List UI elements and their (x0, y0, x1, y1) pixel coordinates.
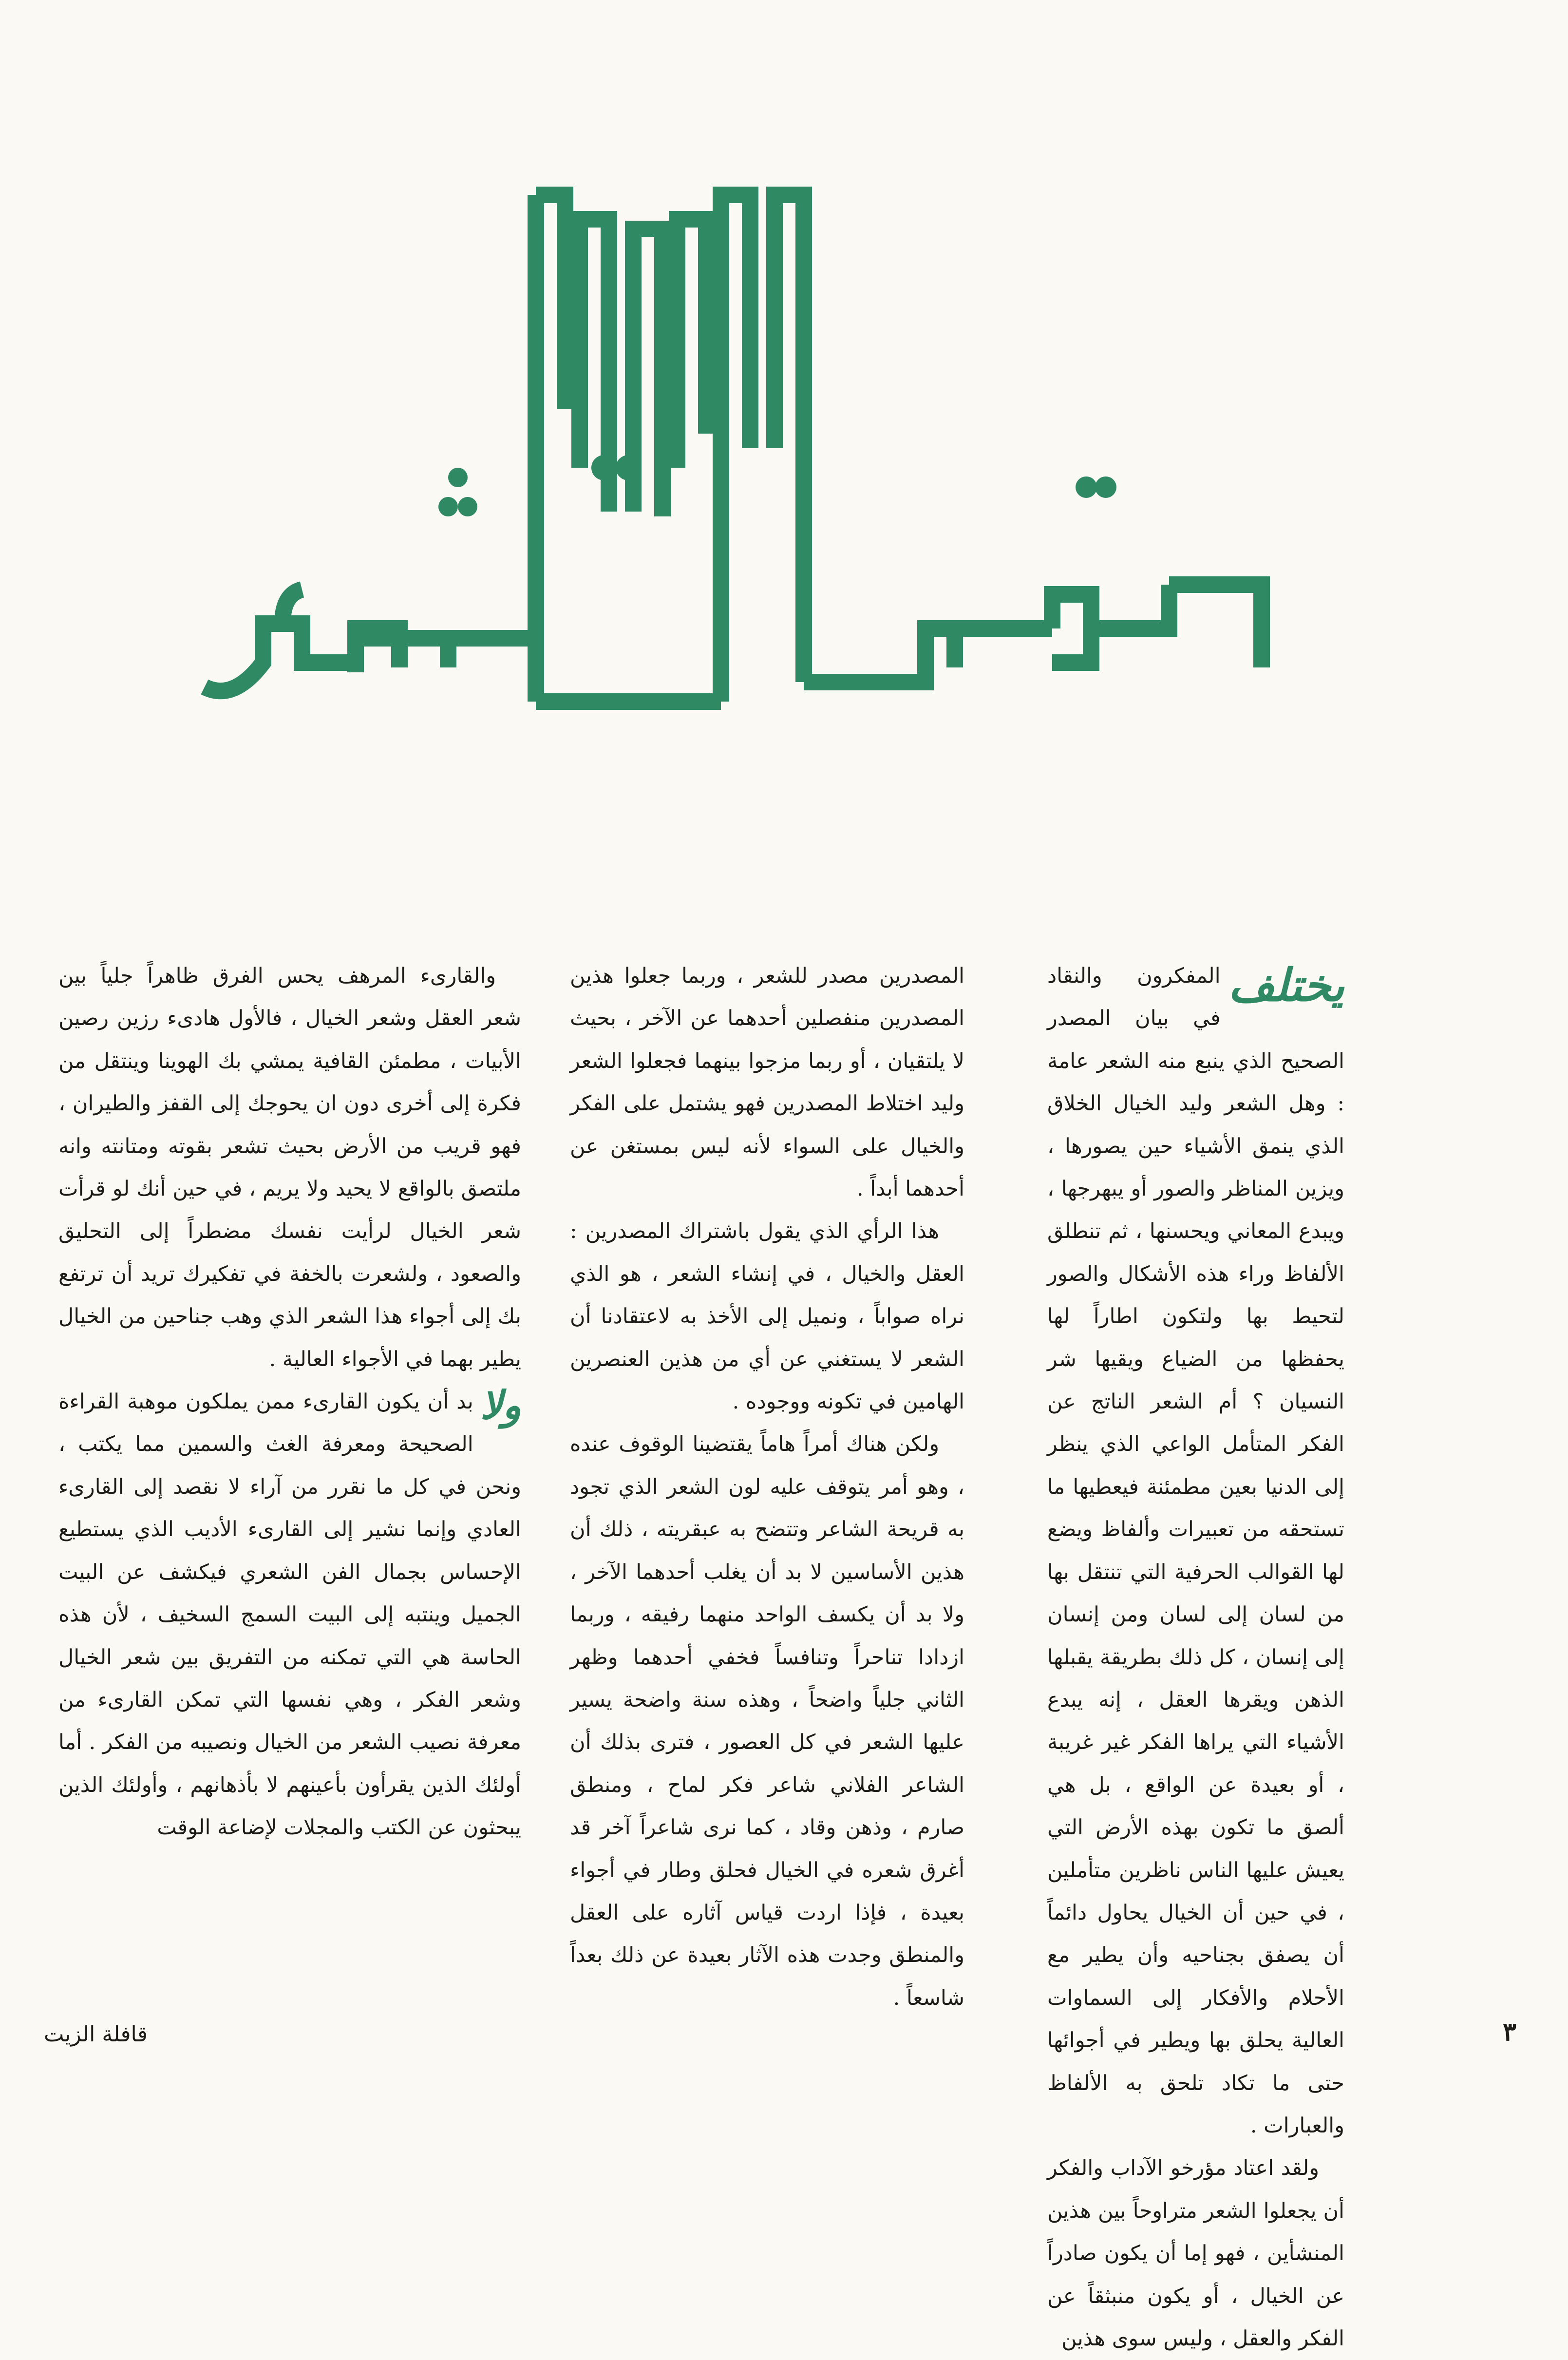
calligraphy-title (195, 175, 1364, 741)
title-stroke (1169, 585, 1262, 667)
paragraph: ولكن هناك أمراً هاماً يقتضينا الوقوف عنده ، وهو أمر يتوقف عليه لون الشعر الذي تجود به قريحة الشاعر وتتضح به عبقريته ، ذلك أن هذين الأساسين لا بد أن يغلب أحدهما الآخر ، ولا بد أن يكسف الواحد منهما رفيقه ، وربما ازدادا تناحراً وتنافساً فخفي أحدهما وظهر الثاني جلياً واضحاً ، وهذه سنة واضحة يسير عليها الشعر في كل العصور ، فترى بذلك أن الشاعر الفلاني شاعر فكر لماح ، ومنطق صارم ، وذهن وقاد ، كما نرى شاعراً آخر قد أغرق شعره في الخيال فحلق وطار في أجواء بعيدة ، فإذا اردت قياس آثاره على العقل والمنطق وجدت هذه الآثار بعيدة عن ذلك بعداً شاسعاً . (570, 1432, 964, 2010)
drop-initial: ولا (480, 1382, 521, 1428)
title-stroke (775, 195, 804, 682)
drop-initial: يختلف (1228, 959, 1344, 1011)
title-stroke (356, 628, 399, 672)
title-stroke (1091, 585, 1169, 628)
paragraph: هذا الرأي الذي يقول باشتراك المصدرين : العقل والخيال ، في إنشاء الشعر ، هو الذي نراه صواباً ، ونميل إلى الأخذ به لاعتقادنا أن الشعر لا يستغني عن أي من هذين العنصرين الهامين في تكونه ووجوده . (570, 1219, 964, 1414)
paragraph: المفكرون والنقاد في بيان المصدر الصحيح الذي ينبع منه الشعر عامة : وهل الشعر وليد الخيال الخلاق الذي ينمق الأشياء حين يصورها ، ويزين المناظر والصور أو يبهرجها ، ويبدع المعاني ويحسنها ، ثم تنطلق الألفاظ وراء هذه الأشكال والصور لتحيط بها ولتكون اطاراً لها يحفظها من الضياع ويقيها شر النسيان ؟ أم الشعر الناتج عن الفكر المتأمل الواعي الذي ينظر إلى الدنيا بعين مطمئنة فيعطيها ما تستحقه من تعبيرات وألفاظ ويضع لها القوالب الحرفية التي تنتقل بها من لسان إلى لسان ومن إنسان إلى إنسان ، كل ذلك بطريقة يقبلها الذهن ويقرها العقل ، إنه يبدع الأشياء التي يراها الفكر غير غريبة ، أو بعيدة عن الواقع ، بل هي ألصق ما تكون بهذه الأرض التي يعيش عليها الناس ناظرين متأملين ، في حين أن الخيال يحاول دائماً أن يصفق بجناحيه وأن يطير مع الأحلام والأفكار إلى السماوات العالية يحلق بها ويطير في أجوائها حتى ما تكاد تلحق به الألفاظ والعبارات . (1047, 964, 1344, 2138)
title-stroke (721, 195, 750, 702)
page-number: ٣ (1503, 2017, 1516, 2047)
column-right (1047, 955, 1344, 2351)
title-stroke (804, 628, 955, 682)
paragraph: والقارىء المرهف يحس الفرق ظاهراً جلياً بين شعر العقل وشعر الخيال ، فالأول هادىء رزين رصين الأبيات ، مطمئن القافية يمشي بك الهوينا وينتقل من فكرة إلى أخرى دون ان يحوجك إلى القفز والطيران ، فهو قريب من الأرض بحيث تشعر بقوته ومتانته وانه ملتصق بالواقع لا يحيد ولا يريم ، في حين أنك لو قرأت شعر الخيال لرأيت نفسك مضطراً إلى التحليق والصعود ، ولشعرت بالخفة في تفكيرك تريد أن ترتفع بك إلى أجواء هذا الشعر الذي وهب جناحين من الخيال يطير بهما في الأجواء العالية . (58, 964, 521, 1371)
title-dot (616, 455, 641, 480)
title-dot (438, 497, 458, 516)
column-left (58, 955, 521, 1968)
title-stroke (677, 219, 706, 468)
paragraph: المصدرين مصدر للشعر ، وربما جعلوا هذين المصدرين منفصلين أحدهما عن الآخر ، بحيث لا يلتقيان ، أو ربما مزجوا بينهما فجعلوا الشعر وليد اختلاط المصدرين فهو يشتمل على الفكر والخيال على السواء لأنه ليس بمستغن عن أحدهما أبداً . (570, 964, 964, 1201)
magazine-name: قافلة الزيت (44, 2022, 148, 2047)
title-dot (458, 497, 477, 516)
title-dot (591, 455, 617, 480)
paragraph: ولقد اعتاد مؤرخو الآداب والفكر أن يجعلوا الشعر متراوحاً بين هذين المنشأين ، فهو إما أن يكون صادراً عن الخيال ، أو يكون منبثقاً عن الفكر والعقل ، وليس سوى هذين (1047, 2156, 1344, 2351)
title-dot (1095, 476, 1116, 498)
title-dot (448, 468, 468, 487)
paragraph: بد أن يكون القارىء ممن يملكون موهبة القراءة الصحيحة ومعرفة الغث والسمين مما يكتب ، ونحن في كل ما نقرر من آراء لا نقصد إلى القارىء العادي وإنما نشير إلى القارىء الأديب الذي يستطيع الإحساس بجمال الفن الشعري فيكشف عن البيت الجميل وينتبه إلى البيت السمج السخيف ، لأن هذه الحاسة هي التي تمكنه من التفريق بين شعر الخيال وشعر الفكر ، وهي نفسها التي تمكن القارىء من معرفة نصيب الشعر من الخيال ونصيبه من الفكر . أما أولئك الذين يقرأون بأعينهم لا بأذهانهم ، وأولئك الذين يبحثون عن الكتب والمجلات لإضاعة الوقت (58, 1389, 521, 1840)
column-middle (570, 955, 964, 2010)
title-stroke (1052, 594, 1091, 663)
title-stroke (205, 624, 351, 691)
title-dot (1076, 476, 1097, 498)
